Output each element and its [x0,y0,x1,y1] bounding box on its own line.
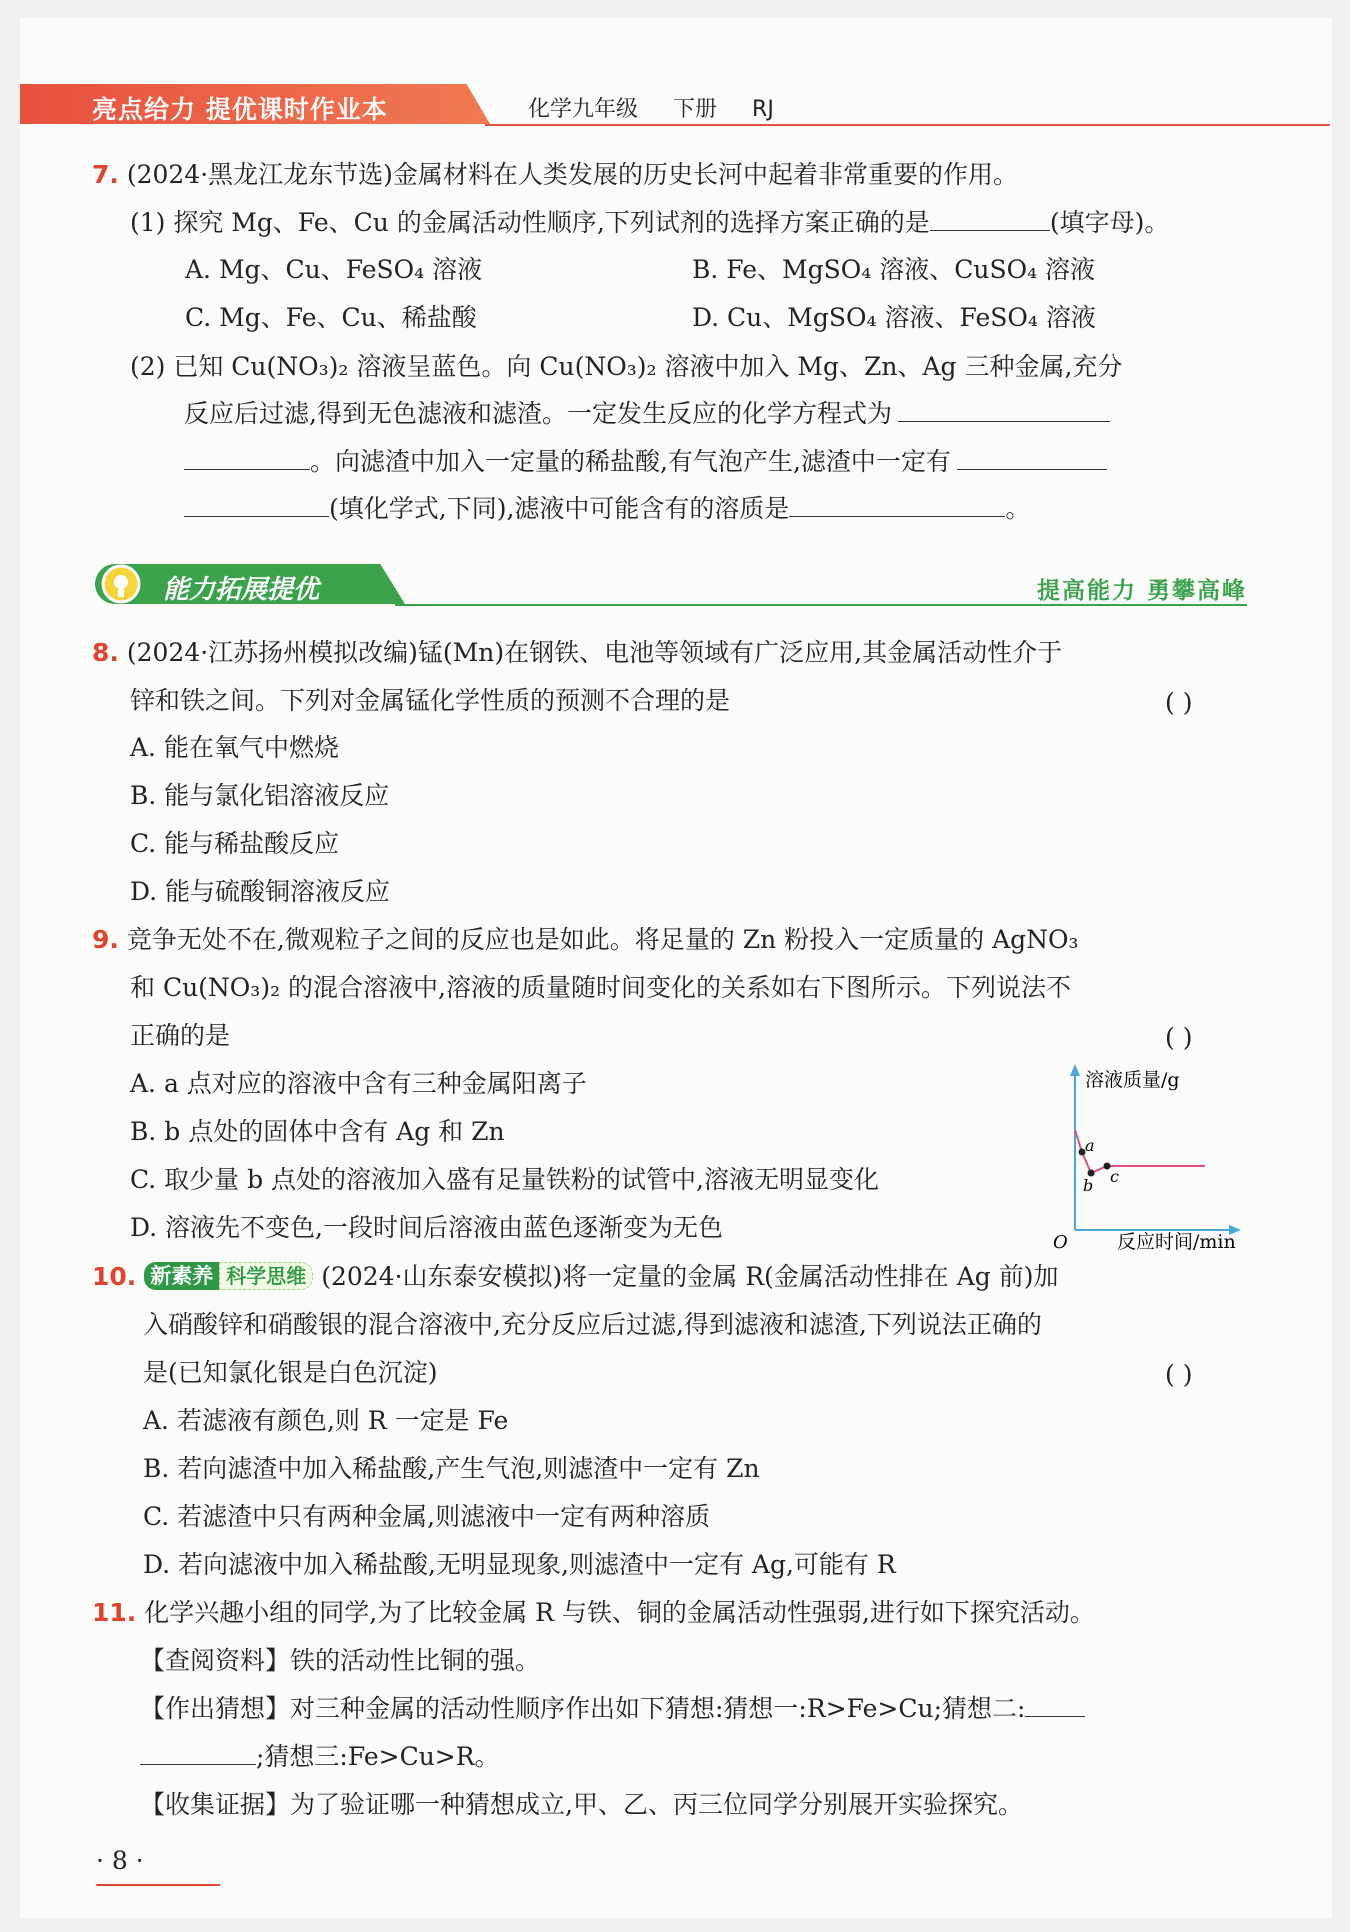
q8-option-c: C. 能与稀盐酸反应 [130,829,340,858]
q7-equation-blank[interactable] [898,399,1110,422]
section-band [95,560,1247,606]
q9-option-d: D. 溶液先不变色,一段时间后溶液由蓝色逐渐变为无色 [130,1213,723,1242]
q7-part2-line4 [184,492,1030,526]
q7-stem [92,158,1018,192]
q11-line3 [140,1692,1085,1726]
new-literacy-badge: 新素养 [144,1262,219,1290]
origin-label: O [1053,1232,1068,1250]
q7-option-d: D. Cu、MgSO₄ 溶液、FeSO₄ 溶液 [692,303,1096,332]
q8-line1 [92,636,1062,670]
q11-guess2-blank-cont[interactable] [140,1742,256,1765]
q9-option-a: A. a 点对应的溶液中含有三种金属阳离子 [130,1069,587,1098]
q10-line2: 入硝酸锌和硝酸银的混合溶液中,充分反应后过滤,得到滤液和滤渣,下列说法正确的 [143,1310,1042,1339]
header-volume: 下册 [673,97,718,122]
q10-option-d: D. 若向滤液中加入稀盐酸,无明显现象,则滤渣中一定有 Ag,可能有 R [143,1550,896,1579]
q9-graph [1045,1060,1260,1250]
q7-equation-blank-cont[interactable] [184,447,310,470]
q7-number: 7. [92,160,119,189]
header-subject: 化学九年级 [528,97,639,122]
page-header [20,84,1330,128]
q8-option-a: A. 能在氧气中燃烧 [130,733,339,762]
q8-number: 8. [92,638,119,667]
q9-option-c: C. 取少量 b 点处的溶液加入盛有足量铁粉的试管中,溶液无明显变化 [130,1165,879,1194]
q9-line3: 正确的是 [130,1021,231,1050]
q7-part2-line2 [184,397,1110,431]
y-axis-arrow-icon [1070,1064,1080,1076]
q7-residue-blank[interactable] [957,447,1107,470]
section-subtitle: 提高能力 勇攀高峰 [1036,577,1247,604]
q8-option-d: D. 能与硫酸铜溶液反应 [130,877,391,906]
q10-option-a: A. 若滤液有颜色,则 R 一定是 Fe [143,1406,509,1435]
header-edition: RJ [752,97,774,122]
q10-option-b: B. 若向滤渣中加入稀盐酸,产生气泡,则滤渣中一定有 Zn [143,1454,760,1483]
q9-line1-text: 竞争无处不在,微观粒子之间的反应也是如此。将足量的 Zn 粉投入一定质量的 AgNO₃ [126,925,1079,954]
q10-line1-text: (2024·山东泰安模拟)将一定量的金属 R(金属活动性排在 Ag 前)加 [321,1262,1059,1291]
q9-number: 9. [92,925,119,954]
q10-line3: 是(已知氯化银是白色沉淀) [143,1358,438,1387]
q7-part2-line4-text: (填化学式,下同),滤液中可能含有的溶质是 [329,494,790,523]
q8-answer-bracket[interactable]: ( ) [1165,688,1193,717]
q11-line3-text: 【作出猜想】对三种金属的活动性顺序作出如下猜想:猜想一:R>Fe>Cu;猜想二: [140,1694,1026,1723]
section-rule [395,604,1247,606]
point-c-label: c [1110,1167,1119,1186]
page-number: · 8 · [96,1846,144,1875]
q7-residue-blank-cont[interactable] [184,494,329,517]
q7-part1-blank[interactable] [930,208,1050,231]
q8-line1-text: (2024·江苏扬州模拟改编)锰(Mn)在钢铁、电池等领域有广泛应用,其金属活动性介于 [126,638,1063,667]
q7-part2-line3 [184,445,1107,479]
q9-option-b: B. b 点处的固体中含有 Ag 和 Zn [130,1117,505,1146]
q7-part2-line2-text: 反应后过滤,得到无色滤液和滤渣。一定发生反应的化学方程式为 [184,399,892,428]
q10-number: 10. [92,1262,137,1291]
q8-line2: 锌和铁之间。下列对金属锰化学性质的预测不合理的是 [130,686,731,715]
q9-line2: 和 Cu(NO₃)₂ 的混合溶液中,溶液的质量随时间变化的关系如右下图所示。下列说法不 [130,973,1071,1002]
q7-option-c: C. Mg、Fe、Cu、稀盐酸 [185,303,477,332]
q7-part1 [130,206,1169,240]
q7-part1-tail: (填字母)。 [1049,208,1170,237]
header-info [528,92,802,123]
q7-part1-text: (1) 探究 Mg、Fe、Cu 的金属活动性顺序,下列试剂的选择方案正确的是 [130,208,930,237]
q8-option-b: B. 能与氯化铝溶液反应 [130,781,390,810]
q7-option-a: A. Mg、Cu、FeSO₄ 溶液 [185,255,483,284]
q7-part2-line1: (2) 已知 Cu(NO₃)₂ 溶液呈蓝色。向 Cu(NO₃)₂ 溶液中加入 Mg、Zn、Ag 三种金属,充分 [130,352,1123,381]
q11-number: 11. [92,1598,137,1627]
x-axis-label: 反应时间/min [1117,1231,1236,1250]
q7-stem-text: (2024·黑龙江龙东节选)金属材料在人类发展的历史长河中起着非常重要的作用。 [126,160,1018,189]
q7-solute-blank[interactable] [789,494,1005,517]
scientific-thinking-badge: 科学思维 [219,1262,313,1290]
q7-period: 。 [1005,494,1031,523]
q11-line4-text: ;猜想三:Fe>Cu>R。 [256,1742,500,1771]
q7-option-b: B. Fe、MgSO₄ 溶液、CuSO₄ 溶液 [692,255,1096,284]
q10-answer-bracket[interactable]: ( ) [1165,1360,1193,1389]
q11-line4 [140,1740,500,1774]
q7-part2-line3-text: 。向滤渣中加入一定量的稀盐酸,有气泡产生,滤渣中一定有 [310,447,951,476]
q9-answer-bracket[interactable]: ( ) [1165,1023,1193,1052]
point-b-label: b [1083,1176,1094,1195]
section-title: 能力拓展提优 [163,575,320,605]
header-title: 亮点给力 提优课时作业本 [92,95,388,124]
q11-line1 [92,1596,1095,1630]
q11-line5: 【收集证据】为了验证哪一种猜想成立,甲、乙、丙三位同学分别展开实验探究。 [140,1790,1023,1819]
q10-line1 [92,1260,1059,1294]
q11-line2: 【查阅资料】铁的活动性比铜的强。 [140,1646,541,1675]
q10-option-c: C. 若滤渣中只有两种金属,则滤液中一定有两种溶质 [143,1502,711,1531]
q11-guess2-blank[interactable] [1025,1694,1085,1717]
footer-rule [96,1884,220,1886]
y-axis-label: 溶液质量/g [1085,1069,1180,1091]
header-rule [485,124,1330,126]
q9-line1 [92,923,1079,957]
q11-line1-text: 化学兴趣小组的同学,为了比较金属 R 与铁、铜的金属活动性强弱,进行如下探究活动。 [144,1598,1095,1627]
point-a-label: a [1085,1136,1095,1155]
lightbulb-icon [97,562,145,606]
